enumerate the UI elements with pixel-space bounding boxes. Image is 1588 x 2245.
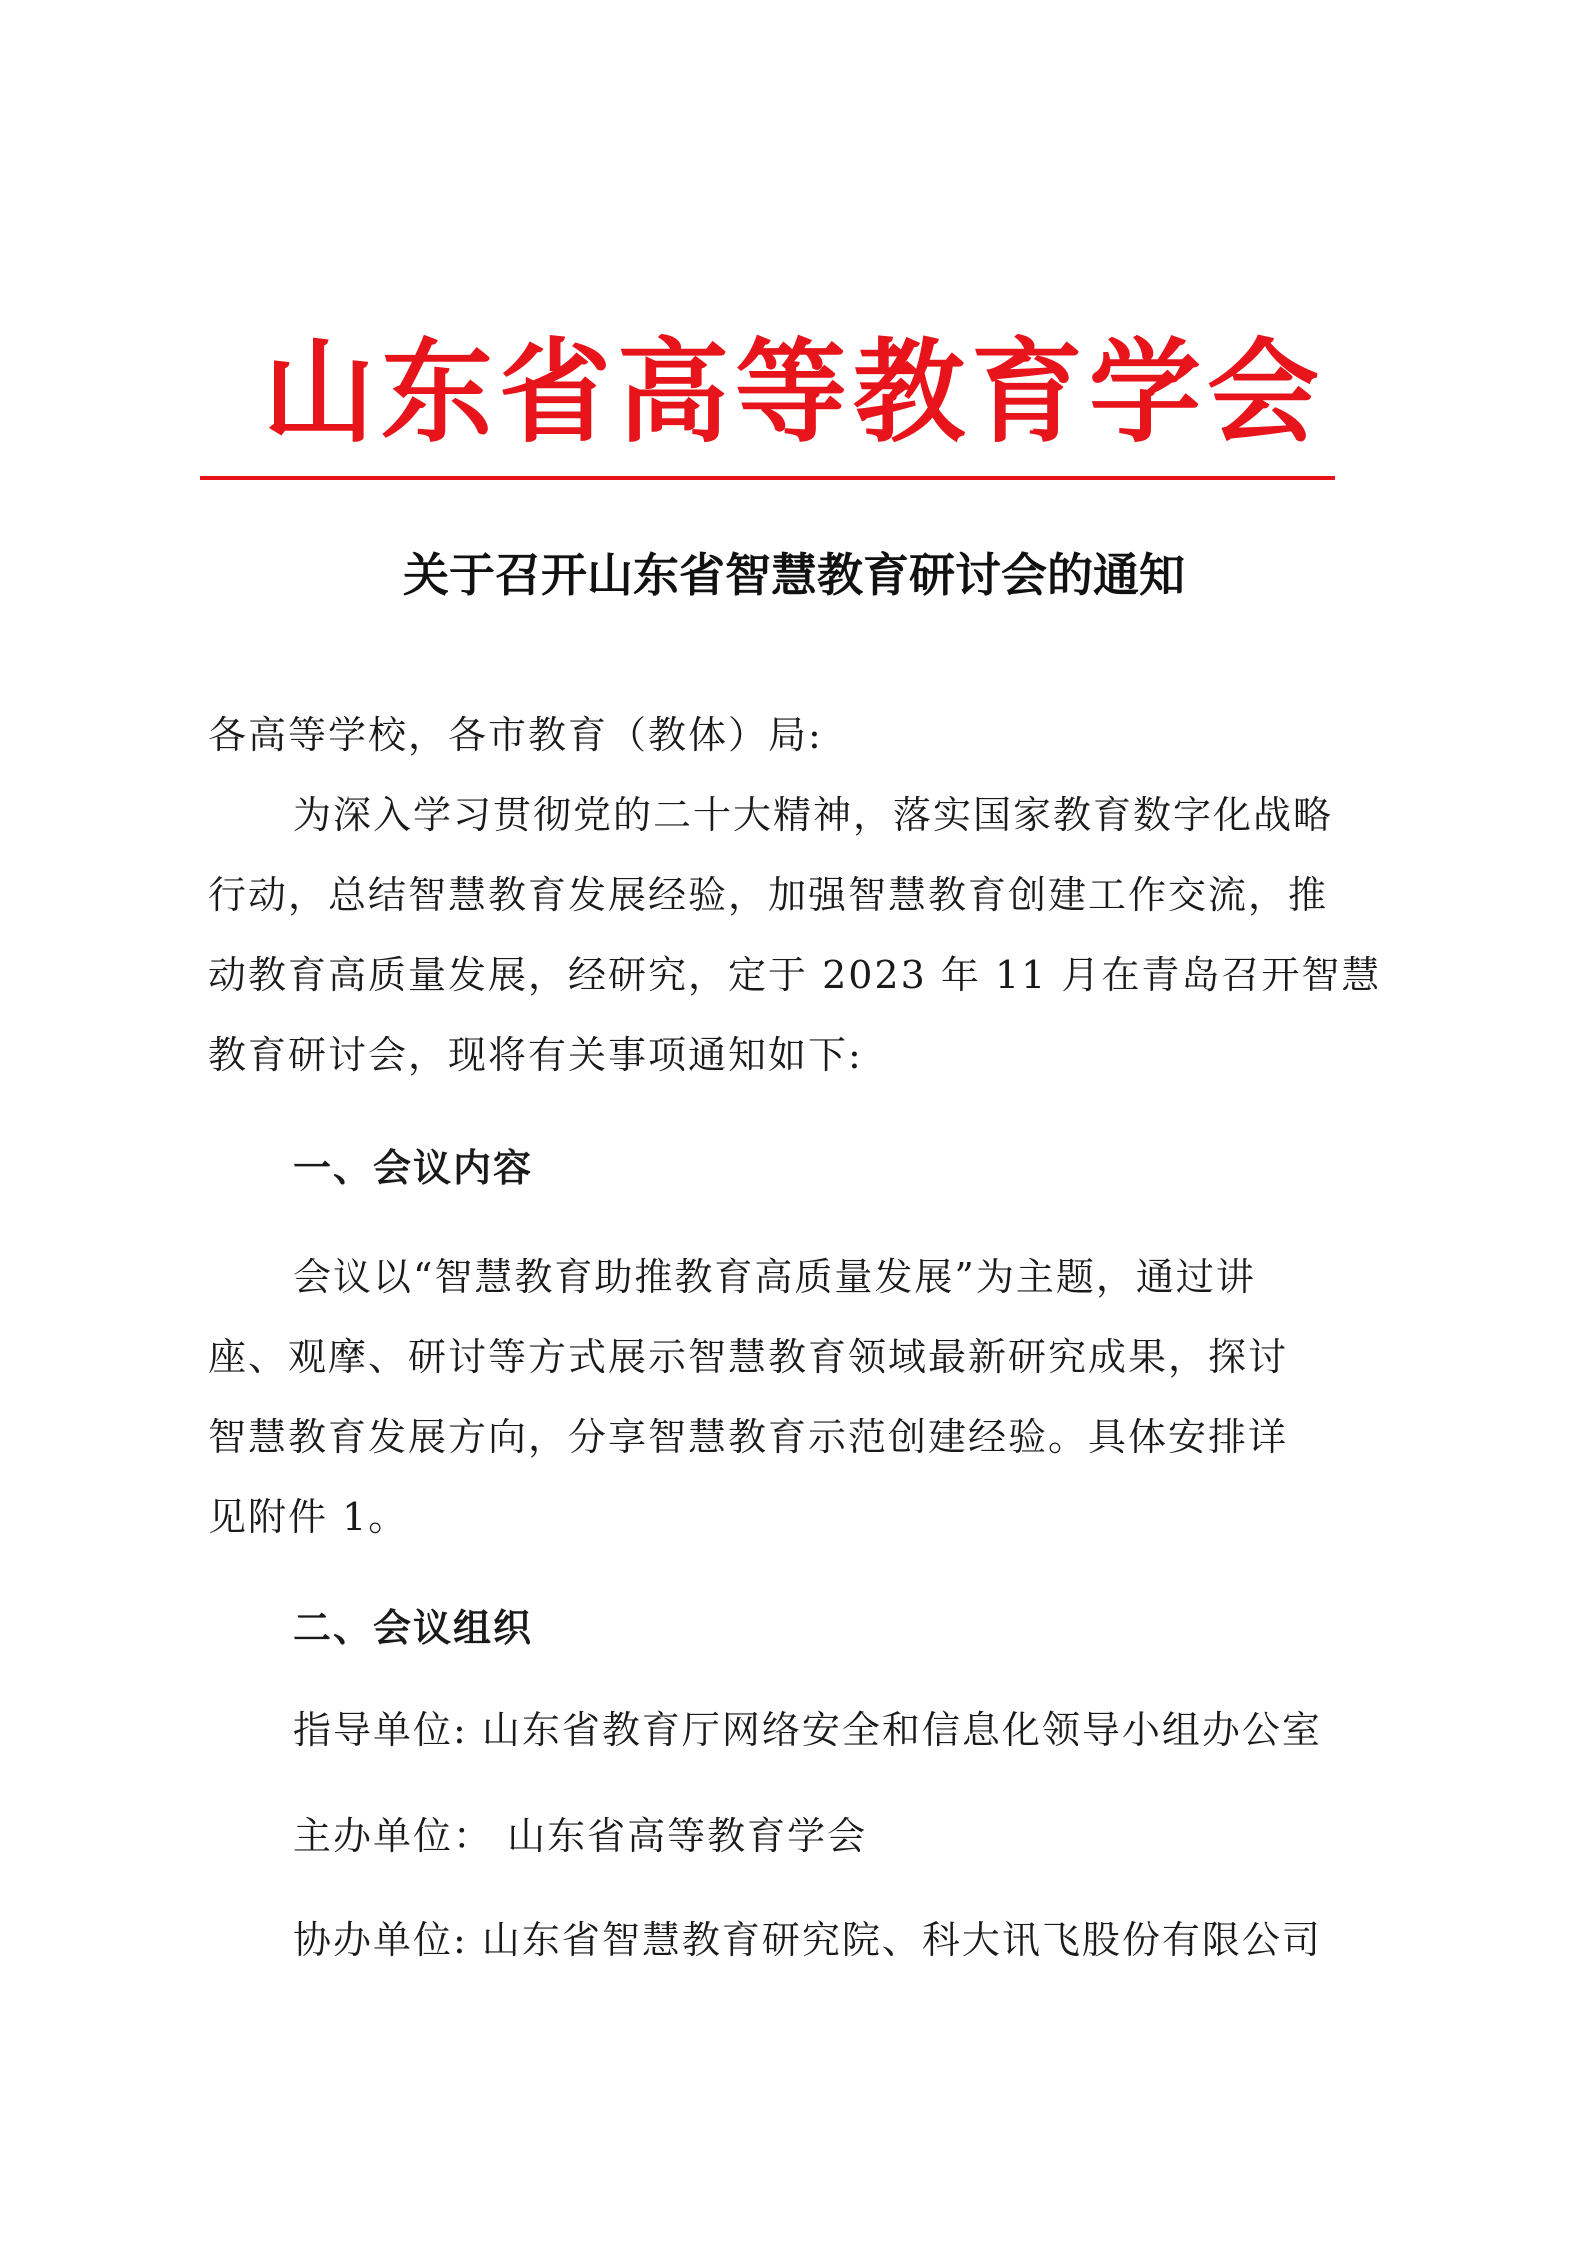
host-unit: 主办单位： 山东省高等教育学会 bbox=[293, 1814, 868, 1858]
section1-line-1: 会议以“智慧教育助推教育高质量发展”为主题，通过讲 bbox=[293, 1255, 1256, 1299]
section1-line-3: 智慧教育发展方向，分享智慧教育示范创建经验。具体安排详 bbox=[208, 1415, 1289, 1459]
section1-line-2: 座、观摩、研讨等方式展示智慧教育领域最新研究成果，探讨 bbox=[208, 1335, 1289, 1379]
guidance-unit: 指导单位: 山东省教育厅网络安全和信息化领导小组办公室 bbox=[293, 1708, 1322, 1752]
intro-line-2: 行动，总结智慧教育发展经验，加强智慧教育创建工作交流，推 bbox=[208, 873, 1329, 917]
salutation: 各高等学校，各市教育（教体）局: bbox=[208, 713, 823, 757]
intro-line-3: 动教育高质量发展，经研究，定于 2023 年 11 月在青岛召开智慧 bbox=[208, 953, 1382, 997]
co-host-unit: 协办单位: 山东省智慧教育研究院、科大讯飞股份有限公司 bbox=[293, 1918, 1322, 1962]
intro-line-1: 为深入学习贯彻党的二十大精神，落实国家教育数字化战略 bbox=[293, 793, 1334, 837]
section2-heading: 二、会议组织 bbox=[293, 1606, 534, 1650]
document-title: 关于召开山东省智慧教育研讨会的通知 bbox=[403, 548, 1185, 602]
section1-heading: 一、会议内容 bbox=[293, 1146, 534, 1190]
document-body bbox=[208, 0, 1390, 2245]
intro-line-4: 教育研讨会，现将有关事项通知如下: bbox=[208, 1033, 863, 1077]
section1-line-4: 见附件 1。 bbox=[208, 1495, 409, 1539]
organization-header: 山东省高等教育学会 bbox=[263, 327, 1325, 458]
